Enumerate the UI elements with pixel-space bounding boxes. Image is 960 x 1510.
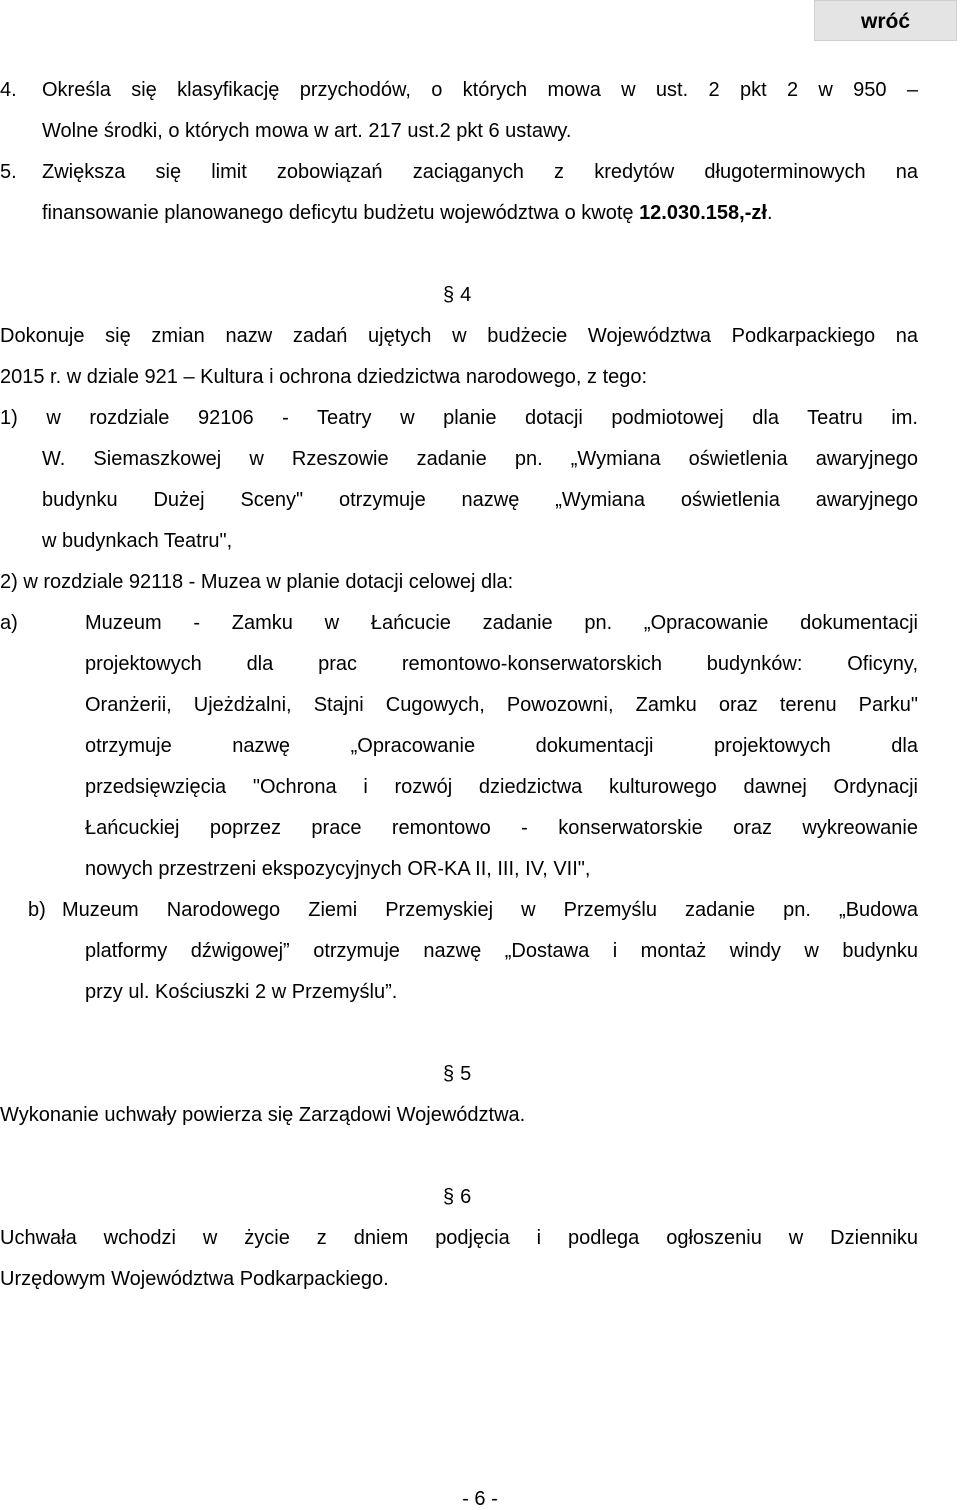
item-5-text: finansowanie planowanego deficytu budżetu województwa o kwotę [42,202,640,224]
item-5-end: . [766,202,773,224]
section-5-heading [443,1062,471,1086]
section-symbol: § [443,1186,455,1208]
section-4-heading [443,283,471,307]
point-a-line-7: nowych przestrzeni ekspozycyjnych OR-KA II, III, IV, VII", [85,858,591,880]
section-5-text: Wykonanie uchwały powierza się Zarządowi Województwa. [0,1104,526,1126]
section-number: 6 [460,1186,472,1208]
point-a-line-1: Muzeum - Zamku w Łańcucie zadanie pn. „Opracowanie dokumentacji [85,612,918,634]
point-a-line-3: Oranżerii, Ujeżdżalni, Stajni Cugowych, Powozowni, Zamku oraz terenu Parku" [85,694,918,716]
page-number: - 6 - [462,1488,498,1510]
item-4-line-1: Określa się klasyfikację przychodów, o których mowa w ust. 2 pkt 2 w 950 – [42,79,918,101]
section-symbol: § [443,1063,455,1085]
point-b-label: b) [28,899,46,921]
point-a-line-4: otrzymuje nazwę „Opracowanie dokumentacji projektowych dla [85,735,918,757]
point-b-line-3: przy ul. Kościuszki 2 w Przemyślu”. [85,981,398,1003]
point-1-line-2: W. Siemaszkowej w Rzeszowie zadanie pn. „Wymiana oświetlenia awaryjnego [42,448,918,470]
item-5-amount: 12.030.158,-zł [639,202,767,224]
section-6-line-1: Uchwała wchodzi w życie z dniem podjęcia i podlega ogłoszeniu w Dzienniku [0,1227,918,1249]
point-a-label: a) [0,612,18,634]
item-4-line-2: Wolne środki, o których mowa w art. 217 ust.2 pkt 6 ustawy. [42,120,572,142]
point-1-line-3: budynku Dużej Sceny" otrzymuje nazwę „Wymiana oświetlenia awaryjnego [42,489,918,511]
section-symbol: § [443,284,455,306]
point-1-line-4: w budynkach Teatru", [42,530,233,552]
point-a-line-5: przedsięwzięcia "Ochrona i rozwój dziedzictwa kulturowego dawnej Ordynacji [85,776,918,798]
back-button[interactable]: wróć [814,0,957,41]
section-6-heading [443,1185,471,1209]
item-5-number: 5. [0,161,17,183]
point-1-line-1: 1) w rozdziale 92106 - Teatry w planie dotacji podmiotowej dla Teatru im. [0,407,918,429]
point-b-line-2: platformy dźwigowej” otrzymuje nazwę „Dostawa i montaż windy w budynku [85,940,918,962]
item-5-line-1: Zwiększa się limit zobowiązań zaciąganych z kredytów długoterminowych na [42,161,918,183]
section-6-line-2: Urzędowym Województwa Podkarpackiego. [0,1268,389,1290]
section-4-intro-2: 2015 r. w dziale 921 – Kultura i ochrona dziedzictwa narodowego, z tego: [0,366,648,388]
point-2: 2) w rozdziale 92118 - Muzea w planie dotacji celowej dla: [0,571,514,593]
section-number: 5 [460,1063,472,1085]
section-4-intro-1: Dokonuje się zmian nazw zadań ujętych w budżecie Województwa Podkarpackiego na [0,325,918,347]
item-5-line-2 [42,201,773,225]
item-4-number: 4. [0,79,17,101]
point-a-line-6: Łańcuckiej poprzez prace remontowo - konserwatorskie oraz wykreowanie [85,817,918,839]
point-b-line-1: Muzeum Narodowego Ziemi Przemyskiej w Przemyślu zadanie pn. „Budowa [62,899,918,921]
point-a-line-2: projektowych dla prac remontowo-konserwatorskich budynków: Oficyny, [85,653,918,675]
section-number: 4 [460,284,472,306]
